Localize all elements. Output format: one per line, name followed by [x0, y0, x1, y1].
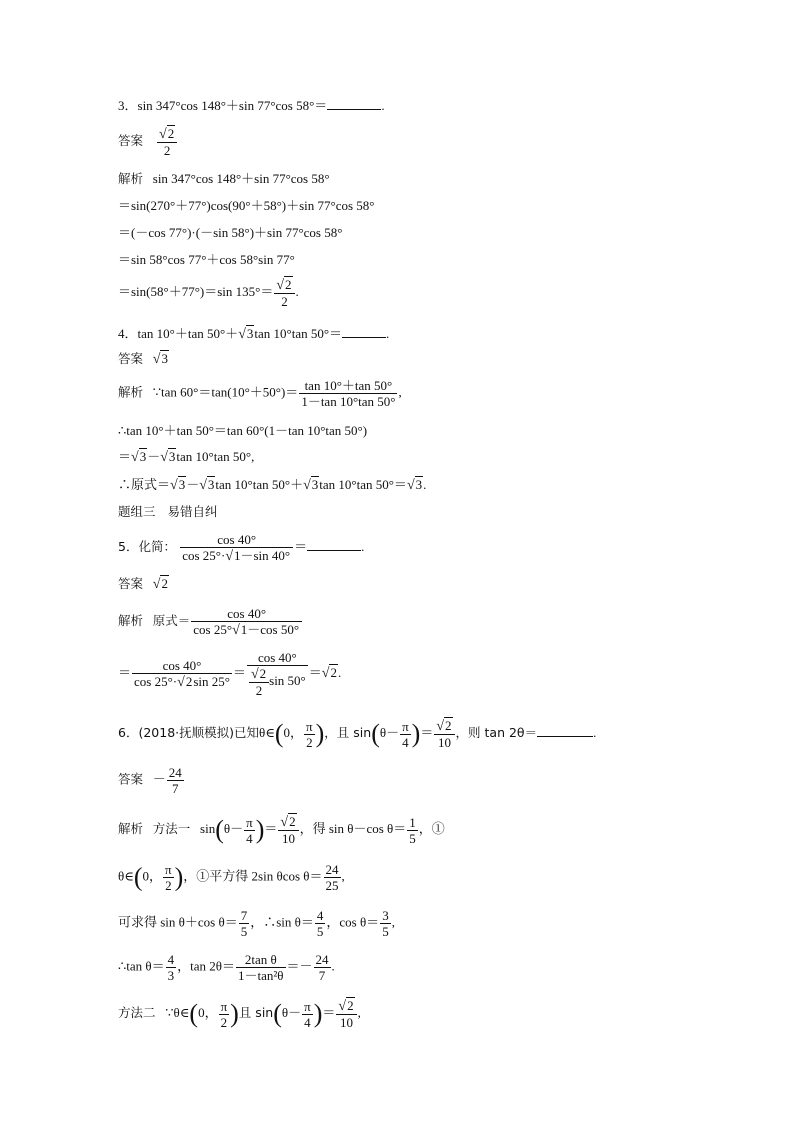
fraction: $\frac{\cos 40^\circ}{\cos 25^\circ√1-\cos 50^\circ}$	[191, 606, 302, 638]
fraction: $\frac{\cos 40^\circ}{\cos 25^\circ\cdot√2\sin 25^\circ}$	[134, 658, 230, 690]
q3-analysis-1	[118, 171, 330, 187]
radical: √2	[152, 576, 168, 592]
fraction: cos 40° $\frac{√2}{2}$ sin 50°	[247, 650, 308, 698]
radical: √3	[152, 351, 168, 367]
method-label: 方法一	[152, 820, 191, 836]
math-text: ∵tan 60°＝tan(10°＋50°)＝	[152, 384, 299, 400]
q6-analysis-2: θ∈(0， $\frac{\pi}{2}$ )，①平方得 2sin θcos θ＝ $\frac{24}{25}$ ,	[118, 862, 345, 893]
q5-analysis-2: ＝ $\frac{\cos 40^\circ}{\cos 25^\circ\cdot√2\sin 25^\circ}$ ＝ cos 40° $\frac{√2}{2}$ sin 50° ＝√2.	[118, 650, 342, 698]
analysis-label: 解析	[118, 384, 144, 400]
q4-analysis-4: ∴原式＝√3－√3tan 10°tan 50°＋√3tan 10°tan 50°＝√3.	[118, 477, 427, 493]
fraction: $\frac{\tan 10^\circ+\tan 50^\circ}{1-\tan 10^\circ\tan 50^\circ}$	[301, 378, 396, 409]
q6-answer-line: 答案 － $\frac{24}{7}$	[118, 765, 182, 796]
q5-line: 5．化简： $\frac{\cos 40^\circ}{\cos 25^\circ\cdot√1-\sin 40^\circ}$ ＝ .	[118, 532, 365, 564]
q4-analysis-1: 解析 ∵tan 60°＝tan(10°＋50°)＝ $\frac{\tan 10^\circ+\tan 50^\circ}{1-\tan 10^\circ\tan 50^\circ}$ ,	[118, 378, 402, 409]
radical: √2	[321, 664, 337, 681]
math-text: sin 347°cos 148°＋sin 77°cos 58°	[152, 171, 330, 186]
q6-analysis-4: ∴tan θ＝ $\frac{4}{3}$ ，tan 2θ＝ $\frac{\text{2tan θ}}{\text{1－tan²θ}}$ ＝－ $\frac{24}{7}$ .	[118, 952, 335, 983]
method-label: 方法二	[118, 1004, 156, 1020]
math-text: ＝sin(58°＋77°)＝sin 135°＝	[118, 283, 274, 299]
q3-number: 3．	[118, 98, 138, 113]
fraction: $\frac{\cos 40^\circ}{\cos 25^\circ\cdot√1-\sin 40^\circ}$	[180, 532, 293, 564]
fraction: $\frac{√2}{10}$	[434, 718, 454, 750]
analysis-label: 解析	[118, 171, 144, 186]
math-text: tan 10°tan 50°＝	[254, 326, 343, 341]
q5-number: 5．化简：	[118, 538, 176, 554]
answer-blank	[537, 724, 593, 737]
answer-label: 答案	[118, 351, 144, 366]
math-text: θ∈	[259, 724, 275, 740]
answer-label: 答案	[118, 576, 144, 591]
q3-analysis-5: ＝sin(58°＋77°)＝sin 135°＝ $\frac{√2}{2}$ .	[118, 277, 299, 309]
q4-answer-line	[118, 351, 169, 368]
q3-answer-line	[118, 126, 178, 158]
analysis-label: 解析	[118, 820, 144, 836]
answer-blank	[342, 325, 386, 338]
q3-expr: sin 347°cos 148°＋sin 77°cos 58°＝	[137, 98, 328, 113]
analysis-label: 解析	[118, 612, 144, 628]
group-title: 易错自纠	[167, 504, 218, 519]
q3-analysis-2: ＝sin(270°＋77°)cos(90°＋58°)＋sin 77°cos 58°	[118, 198, 375, 213]
q3-line: 3．sin 347°cos 148°＋sin 77°cos 58°＝ .	[118, 98, 385, 113]
fraction: $\frac{\pi}{2}$	[306, 718, 313, 750]
answer-label: 答案	[118, 771, 144, 787]
fraction: $\frac{√2}{2}$	[157, 126, 177, 158]
q6-number: 6．(2018·抚顺模拟)已知	[118, 724, 259, 740]
q5-answer-line	[118, 576, 169, 593]
math-text: 原式＝	[152, 612, 191, 628]
group-label: 题组三	[118, 504, 156, 519]
q5-analysis-1	[118, 606, 303, 638]
fraction: $\frac{√2}{2}$	[274, 277, 294, 309]
q6-line: 6．(2018·抚顺模拟)已知θ∈(0， $\frac{\pi}{2}$ )，且 sin(θ－ $\frac{\pi}{4}$ )＝ $\frac{√2}{10}$ ，则 tan 2θ＝ .	[118, 718, 597, 750]
radical: √3	[238, 326, 254, 342]
answer-blank	[307, 538, 361, 551]
math-text: tan 10°＋tan 50°＋	[137, 326, 239, 341]
fraction: $\frac{24}{7}$	[168, 765, 182, 796]
q4-line: 4．tan 10°＋tan 50°＋√3tan 10°tan 50°＝ .	[118, 326, 390, 342]
q6-analysis-1: 解析 方法一 sin(θ－ $\frac{\pi}{4}$ )＝ $\frac{√2}{10}$ ，得 sin θ－cos θ＝ $\frac{1}{5}$ ，①	[118, 814, 445, 846]
q4-analysis-2: ∴tan 10°＋tan 50°＝tan 60°(1－tan 10°tan 50°)	[118, 423, 368, 438]
answer-blank	[327, 97, 381, 110]
q4-number: 4．	[118, 326, 138, 341]
q3-analysis-3: ＝(－cos 77°)·(－sin 58°)＋sin 77°cos 58°	[118, 225, 343, 240]
q4-analysis-3: ＝√3－√3tan 10°tan 50°,	[118, 449, 255, 465]
group-heading	[118, 504, 217, 520]
q3-analysis-4: ＝sin 58°cos 77°＋cos 58°sin 77°	[118, 252, 295, 267]
q6-analysis-5: 方法二 ∵θ∈(0， $\frac{\pi}{2}$ )且 sin(θ－ $\frac{\pi}{4}$ )＝ $\frac{√2}{10}$ ,	[118, 998, 361, 1030]
q6-analysis-3: 可求得 sin θ＋cos θ＝ $\frac{7}{5}$ ，∴sin θ＝ $\frac{4}{5}$ ，cos θ＝ $\frac{3}{5}$ ,	[118, 908, 395, 939]
answer-label: 答案	[118, 132, 144, 148]
